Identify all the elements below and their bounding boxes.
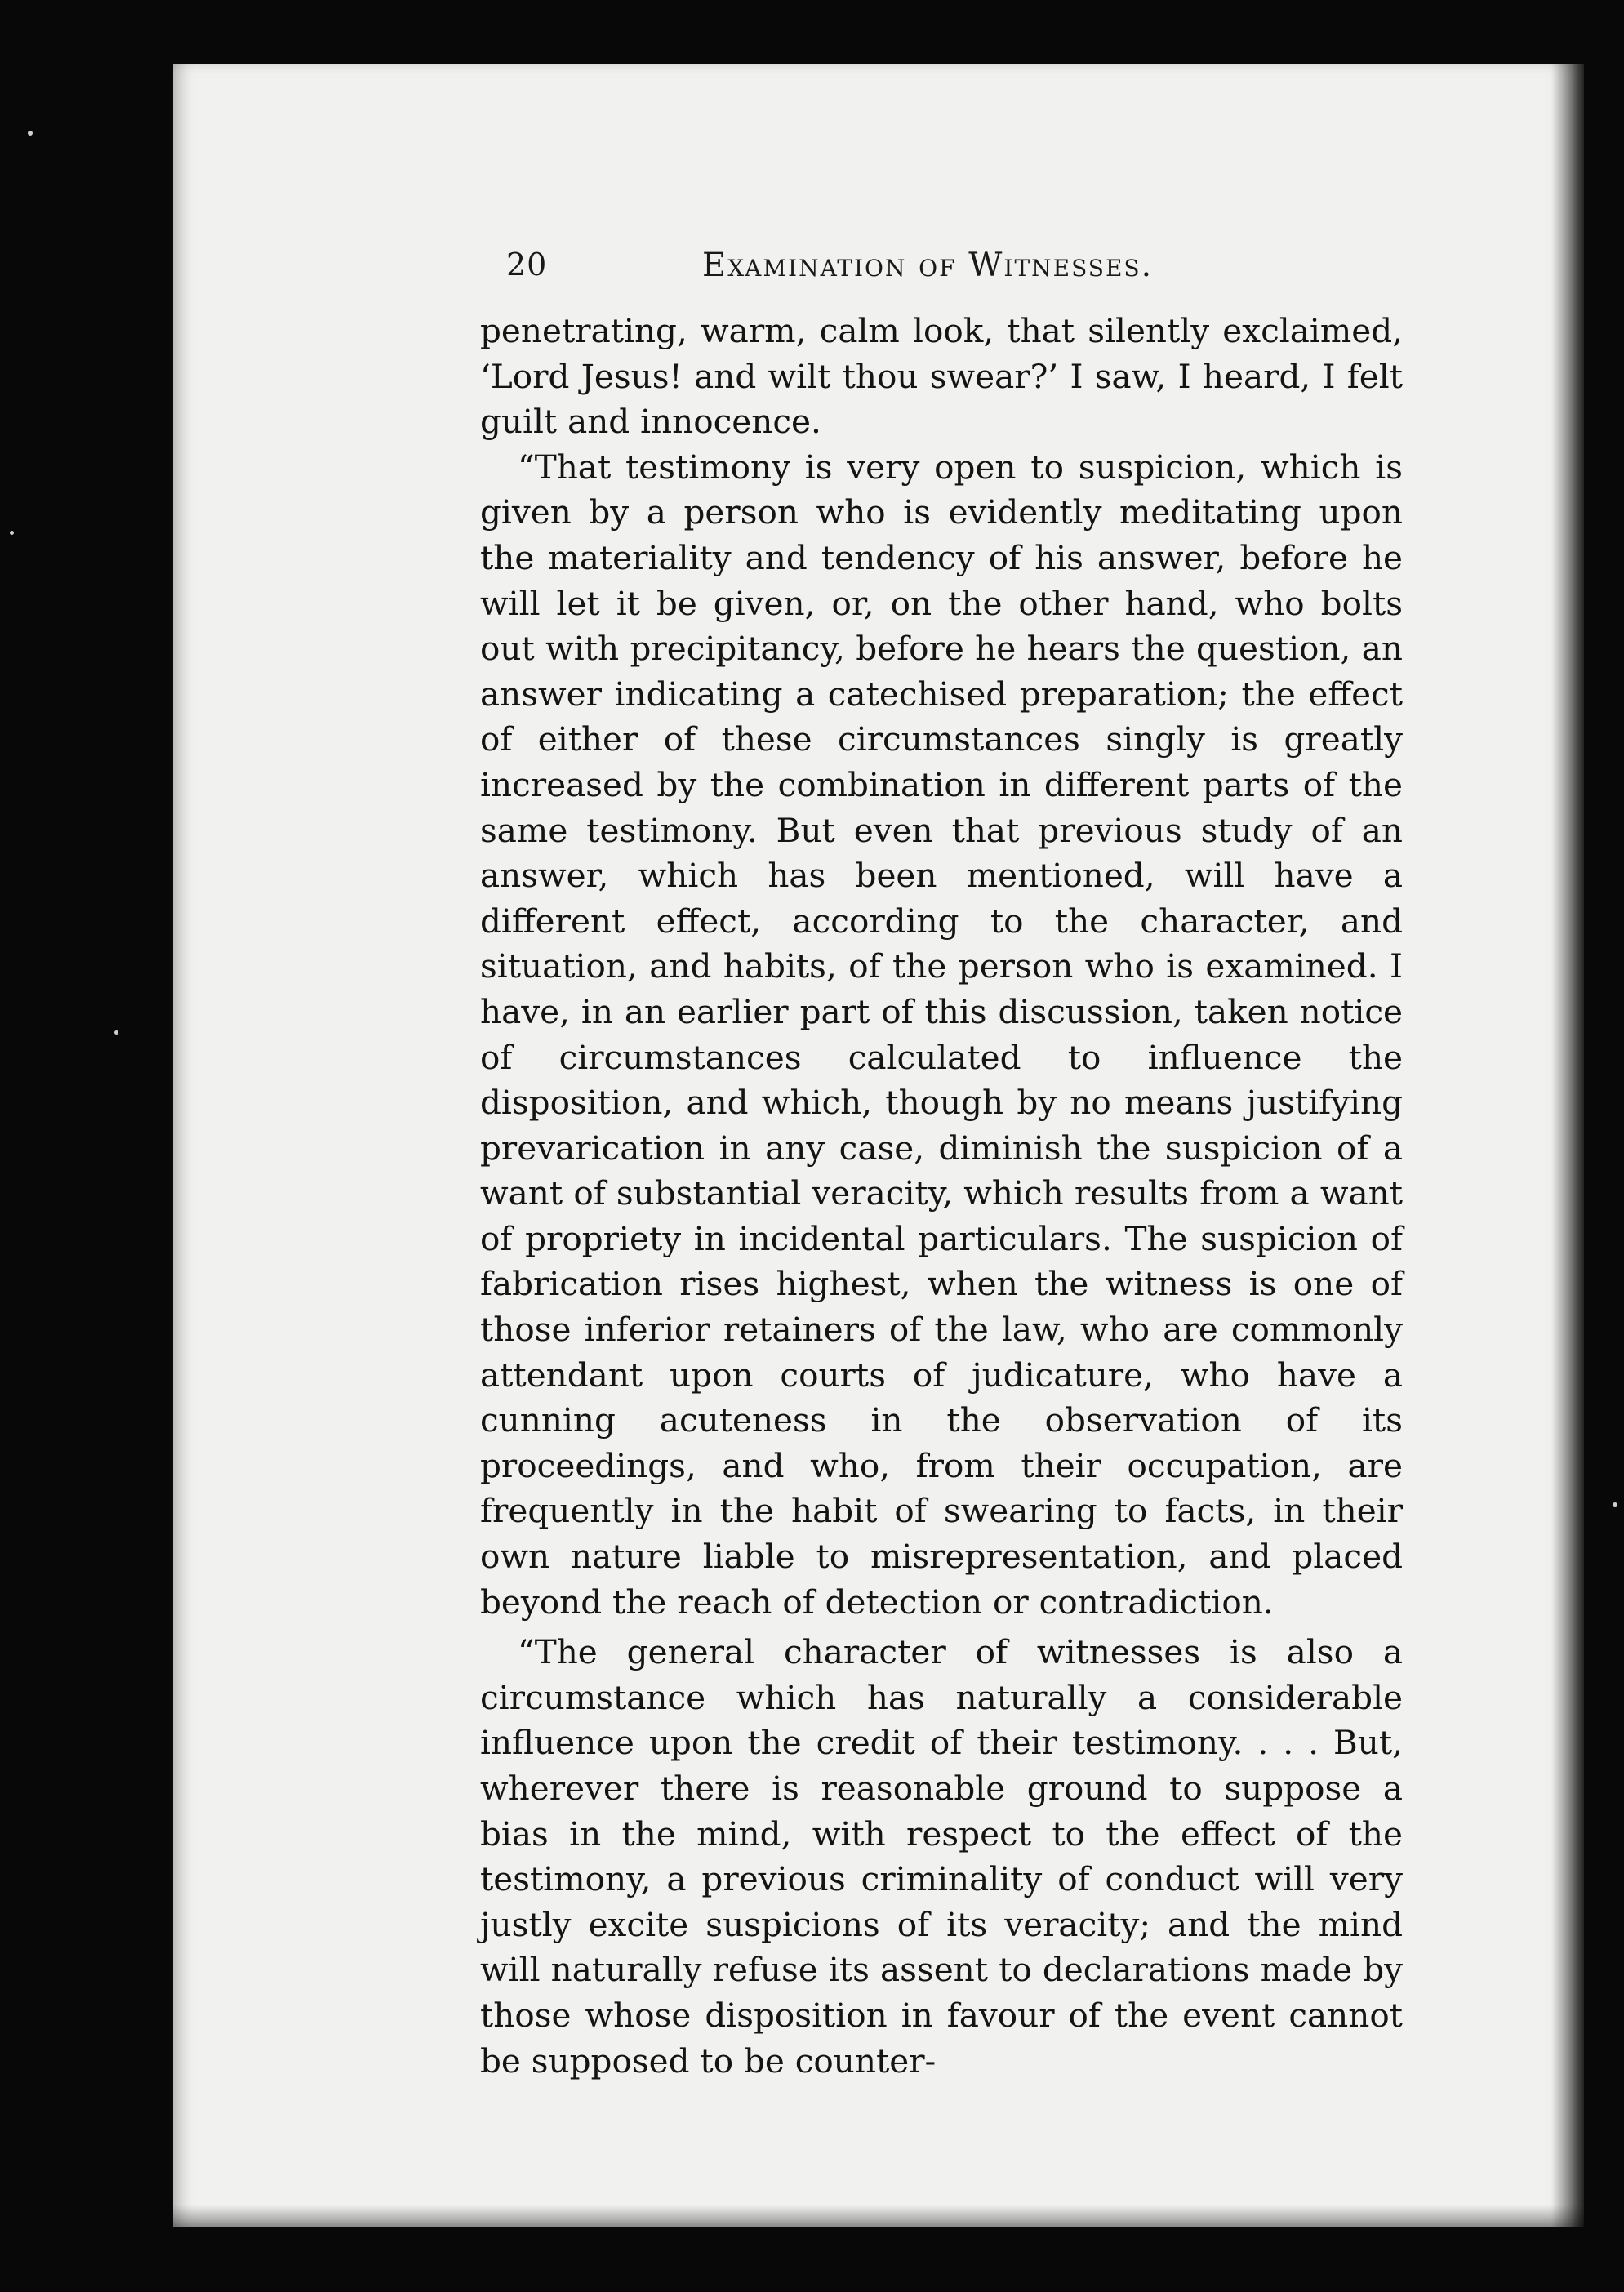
page-number: 20 [506,247,548,283]
paragraph-continuation: penetrating, warm, calm look, that silently exclaimed, ‘Lord Jesus! and wilt thou swear?’ I saw, I heard, I felt guilt and innocence. [480,311,1403,442]
scan-speck [1613,1502,1617,1507]
scan-speck [10,531,14,535]
paragraph-testimony-suspicion: “That testimony is very open to suspicion, which is given by a person who is evidently meditating upon the materiality and tendency of his answer, before he will let it be given, or, on the other hand, who bolts out with precipitancy, before he hears the question, an answer indicating a catechised preparation; the effect of either of these circumstances singly is greatly increased by the combination in different parts of the same testimony. But even that previous study of an answer, which has been mentioned, will have a different effect, according to the character, and situation, and habits, of the person who is examined. I have, in an earlier part of this discussion, taken notice of circumstances calculated to influence the disposition, and which, though by no means justifying prevarication in any case, diminish the suspicion of a want of substantial veracity, which results from a want of propriety in incidental particulars. The suspicion of fabrication rises highest, when the witness is one of those inferior retainers of the law, who are commonly attendant upon courts of judicature, who have a cunning acuteness in the observation of its proceedings, and who, from their occupation, are frequently in the habit of swearing to facts, in their own nature liable to misrepresentation, and placed beyond the reach of detection or contradiction. [480,447,1403,1622]
body-text [480,309,1403,2084]
page-header [506,247,1437,296]
paragraph-general-character: “The general character of witnesses is also a circumstance which has naturally a considerable influence upon the credit of their testimony. . . . But, wherever there is reasonable ground to suppose a bias in the mind, with respect to the effect of the testimony, a previous criminality of conduct will very justly excite suspicions of its veracity; and the mind will naturally refuse its assent to declarations made by those whose disposition in favour of the event cannot be supposed to be counter- [480,1632,1403,2081]
scan-speck [28,131,33,136]
page-bottom-shadow [173,2205,1584,2227]
scan-speck [114,1030,118,1035]
running-head: Examination of Witnesses. [702,247,1154,284]
page-edge-shadow [1551,64,1584,2227]
